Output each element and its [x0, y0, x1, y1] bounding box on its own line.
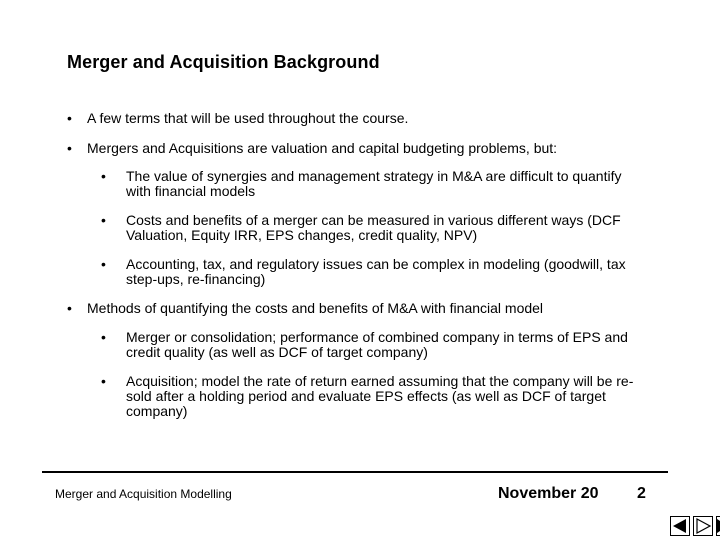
bullet-text: Mergers and Acquisitions are valuation and capital budgeting problems, but:	[87, 140, 558, 156]
bullet-text: Methods of quantifying the costs and benefits of M&A with financial model	[87, 300, 544, 316]
page-number: 2	[637, 485, 646, 502]
play-button[interactable]	[693, 516, 713, 536]
sub-bullet-text: Merger or consolidation; performance of combined company in terms of EPS and credit quality (as well as DCF of target company)	[126, 329, 628, 360]
previous-slide-button[interactable]	[670, 516, 690, 536]
footer-date: November 20	[498, 485, 599, 502]
slide-title: Merger and Acquisition Background	[67, 52, 380, 72]
bullet-marker: •	[101, 256, 106, 272]
bullet-marker: •	[101, 373, 106, 389]
bullet-marker: •	[101, 212, 106, 228]
sub-bullet-text: Acquisition; model the rate of return earned assuming that the company will be re-sold after a holding period and evaluate EPS effects (as well as DCF of target company)	[126, 373, 634, 419]
sub-bullet-text: Costs and benefits of a merger can be measured in various different ways (DCF Valuation, Equity IRR, EPS changes, credit quality, NPV)	[126, 212, 621, 243]
bullet-marker: •	[101, 168, 106, 184]
sub-bullet-text: Accounting, tax, and regulatory issues can be complex in modeling (goodwill, tax step-ups, re-financing)	[126, 256, 626, 287]
bullet-marker: •	[67, 300, 72, 316]
bullet-marker: •	[101, 329, 106, 345]
footer-divider	[42, 471, 668, 473]
sub-bullet-text: The value of synergies and management strategy in M&A are difficult to quantify with financial models	[126, 168, 622, 199]
footer-title: Merger and Acquisition Modelling	[55, 487, 232, 501]
bullet-marker: •	[67, 140, 72, 156]
next-slide-button[interactable]	[716, 516, 720, 536]
bullet-text: A few terms that will be used throughout the course.	[87, 110, 409, 126]
previous-slide-icon	[671, 517, 689, 535]
bullet-marker: •	[67, 110, 72, 126]
play-icon	[694, 517, 712, 535]
